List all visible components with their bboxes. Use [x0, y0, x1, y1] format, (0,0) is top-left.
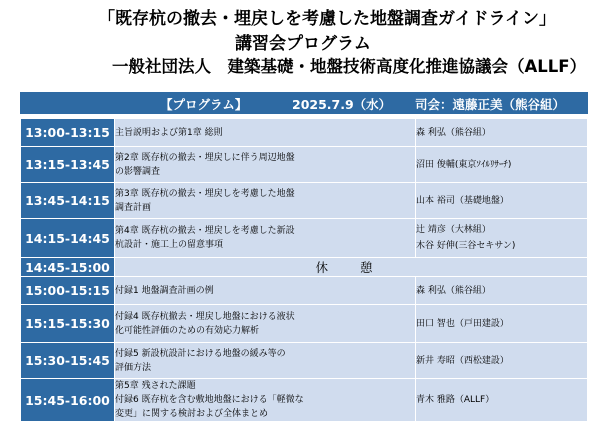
session-line: 第2章 既存杭の撤去・埋戻しに伴う周辺地盤 [115, 152, 295, 163]
guideline-title: 「既存杭の撤去・埋戻しを考慮した地盤調査ガイドライン」 [98, 9, 556, 29]
break-label: 休 憩 [115, 258, 588, 277]
time-slot: 13:45-14:15 [21, 183, 115, 219]
time-slot: 14:45-15:00 [21, 258, 115, 277]
speaker-name: 沼田 俊輔(東京ｿｲﾙﾘｻｰﾁ) [416, 159, 512, 170]
session-line: 主旨説明および第1章 総則 [115, 127, 223, 138]
table-row [21, 277, 588, 305]
speaker-name: 田口 智也（戸田建設） [416, 318, 509, 329]
session-line: 付録1 地盤調査計画の例 [115, 285, 214, 296]
session-content [115, 147, 416, 183]
time-slot: 13:15-13:45 [21, 147, 115, 183]
session-content [115, 379, 416, 422]
speaker-name: 辻 靖彦（大林組） [416, 225, 491, 235]
program-label: 【プログラム】 [160, 97, 248, 112]
time-slot: 15:45-16:00 [21, 379, 115, 422]
speaker-cell [416, 343, 588, 379]
session-content [115, 277, 416, 305]
time-slot: 14:15-14:45 [21, 219, 115, 258]
speaker-cell [416, 305, 588, 343]
speaker-cell [416, 379, 588, 422]
speaker-name: 森 利弘（熊谷組） [416, 285, 491, 296]
speaker-cell [416, 119, 588, 147]
session-content [115, 219, 416, 258]
session-line: 付録5 新設杭設計における地盤の緩み等の [115, 348, 286, 359]
session-line: 調査計画 [115, 202, 152, 213]
session-content [115, 343, 416, 379]
speaker-name: 新井 寿昭（西松建設） [416, 355, 509, 366]
session-line: 変更」に関する検討および全体まとめ [115, 409, 269, 419]
table-row [21, 219, 588, 258]
session-content [115, 305, 416, 343]
speaker-name: 青木 雅路（ALLF） [416, 395, 495, 405]
table-row [21, 147, 588, 183]
session-line: 第3章 既存杭の撤去・埋戻しを考慮した地盤 [115, 188, 295, 199]
program-header [20, 92, 588, 114]
session-line: 評価方法 [115, 362, 152, 373]
table-row [21, 343, 588, 379]
table-row [21, 379, 588, 422]
organizer-name: 一般社団法人 建築基礎・地盤技術高度化推進協議会（ALLF） [112, 57, 587, 76]
time-slot: 15:15-15:30 [21, 305, 115, 343]
table-row [21, 183, 588, 219]
session-line: の影響調査 [115, 166, 161, 177]
session-line: 第4章 既存杭の撤去・埋戻しを考慮した新設 [115, 226, 295, 236]
speaker-cell [416, 219, 588, 258]
title-block [0, 0, 599, 90]
speaker-name: 山本 裕司（基礎地盤） [416, 195, 509, 206]
program-title: 講習会プログラム [235, 34, 371, 54]
moderator: 司会：遠藤正美（熊谷組） [415, 97, 566, 112]
session-line: 化可能性評価のための有効応力解析 [115, 325, 260, 336]
time-slot: 13:00-13:15 [21, 119, 115, 147]
program-table [20, 118, 588, 422]
session-line: 付録6 既存杭を含む敷地地盤における「軽微な [115, 395, 304, 405]
speaker-cell [416, 277, 588, 305]
table-row [21, 119, 588, 147]
session-content [115, 183, 416, 219]
session-content [115, 119, 416, 147]
speaker-name: 森 利弘（熊谷組） [416, 127, 491, 138]
time-slot: 15:00-15:15 [21, 277, 115, 305]
speaker-cell [416, 147, 588, 183]
session-line: 第5章 残された課題 [115, 381, 196, 391]
program-date: 2025.7.9（水） [292, 97, 392, 112]
speaker-name: 木谷 好伸(三谷セキサン) [416, 241, 516, 251]
speaker-cell [416, 183, 588, 219]
table-row [21, 258, 588, 277]
table-row [21, 305, 588, 343]
time-slot: 15:30-15:45 [21, 343, 115, 379]
session-line: 付録4 既存杭撤去・埋戻し地盤における液状 [115, 311, 295, 322]
session-line: 杭設計・施工上の留意事項 [115, 240, 224, 250]
